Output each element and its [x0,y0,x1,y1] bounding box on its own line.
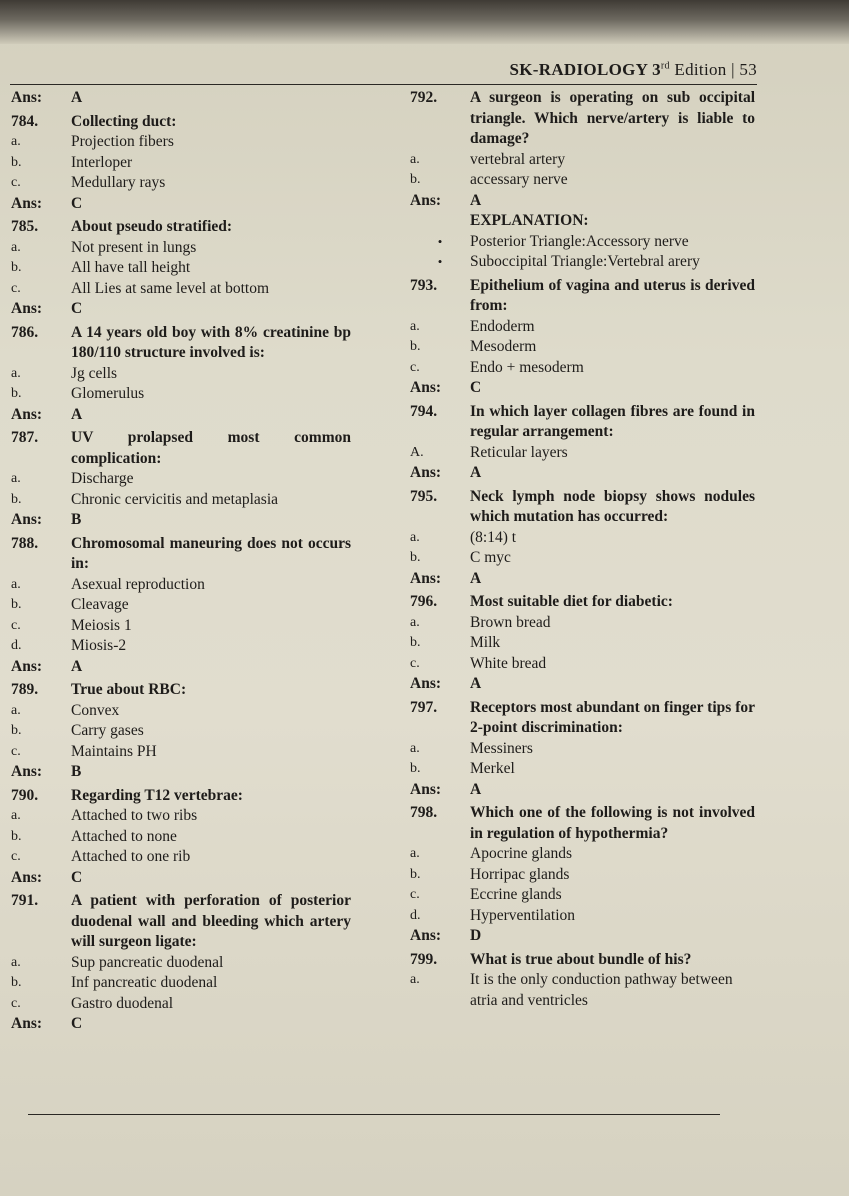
question-number: 796. [410,593,438,610]
question-row [410,276,755,317]
answer-value: A [470,569,482,587]
dark-top-edge [0,0,849,44]
option-letter: a. [410,318,420,334]
option-row [410,759,755,780]
answer-label: Ans: [11,1015,43,1032]
answer-label: Ans: [11,89,43,106]
answer-label: Ans: [410,379,442,396]
question-number: 798. [410,804,438,821]
option-letter [410,211,470,232]
page-number: | 53 [731,60,757,79]
item-text: Gastro duodenal [71,994,174,1012]
answer-row [11,868,351,889]
item-text: Posterior Triangle:Accessory nerve [470,232,689,250]
answer-row [410,780,755,801]
question-text: Chromosomal maneuring does not occurs in: [71,534,351,572]
question-number: 790. [11,786,39,804]
answer-row [11,762,351,783]
option-letter: b. [11,386,22,401]
option-letter: a. [11,576,21,592]
answer-label: Ans: [11,763,43,780]
item-text: Medullary rays [71,174,166,191]
question-text: Regarding T12 vertebrae: [71,786,243,804]
option-letter: b. [410,550,421,565]
option-letter: b. [11,260,22,275]
item-text: Attached to two ribs [71,807,198,824]
question-text: Epithelium of vagina and uterus is derived from: [470,276,755,314]
question-row [11,112,351,133]
item-text: Not present in lungs [71,238,197,256]
option-letter: a. [11,134,21,149]
item-text: Suboccipital Triangle:Vertebral arery [470,253,700,270]
question-number: 797. [410,698,438,716]
question-row [410,950,755,971]
option-row [410,844,755,865]
item-text: Attached to none [71,827,177,845]
answer-row [11,194,351,215]
option-row [11,575,351,596]
answer-row [410,569,755,590]
answer-label: Ans: [410,675,442,692]
answer-row [410,191,755,212]
question-number: 789. [11,681,39,698]
question-text: A surgeon is operating on sub occipital triangle. Which nerve/artery is liable to damage? [470,89,755,147]
answer-label: Ans: [11,300,43,317]
item-text: Eccrine glands [470,886,562,903]
item-text: Miosis-2 [71,637,127,654]
item-text: All have tall height [71,259,191,276]
question-text: In which layer collagen fibres are found in regular arrangement: [470,402,755,440]
question-text: UV prolapsed most common complication: [71,429,351,467]
option-row [410,443,755,464]
explanation-bullet [410,252,755,273]
header-title: SK-RADIOLOGY 3 [509,60,661,79]
option-letter: b. [410,172,421,187]
question-row [410,487,755,528]
option-row [11,469,351,490]
answer-label: Ans: [410,569,442,587]
option-row [11,636,351,657]
answer-value: A [470,675,482,692]
question-row [410,803,755,844]
option-letter: a. [11,702,21,718]
option-row [11,973,351,994]
bullet-icon: • [437,254,443,269]
option-row [11,721,351,742]
option-letter: c. [11,175,21,190]
option-row [11,616,351,637]
answer-value: D [470,927,482,944]
item-text: Endoderm [470,317,535,335]
option-letter: a. [11,471,21,486]
question-number: 788. [11,534,39,552]
option-row [11,384,351,405]
question-row [410,592,755,613]
answer-label: Ans: [11,405,43,423]
item-text: White bread [470,654,547,672]
question-text: About pseudo stratified: [71,218,233,235]
item-text: Discharge [71,470,134,487]
option-letter: b. [410,339,421,354]
option-row [410,150,755,171]
item-text: Brown bread [470,613,551,631]
question-number: 792. [410,89,438,106]
question-number: 784. [11,112,39,130]
option-row [410,170,755,191]
option-row [11,258,351,279]
answer-value: C [470,379,482,396]
item-text: Merkel [470,760,515,777]
answer-label: Ans: [11,657,43,675]
option-letter: b. [410,866,421,882]
option-row [11,153,351,174]
option-row [11,364,351,385]
item-text: Interloper [71,153,133,171]
option-letter: c. [11,995,21,1011]
option-row [410,906,755,927]
question-row [11,786,351,807]
answer-label: Ans: [11,868,43,886]
option-row [410,633,755,654]
answer-value: A [71,89,83,106]
item-text: Inf pancreatic duodenal [71,974,218,991]
item-text: All Lies at same level at bottom [71,279,270,297]
running-header [510,60,757,80]
bullet-icon: • [437,233,443,249]
question-text: Neck lymph node biopsy shows nodules which mutation has occurred: [470,487,755,525]
option-letter: a. [410,846,420,861]
option-letter: c. [410,887,420,902]
question-row [11,534,351,575]
option-letter: d. [410,907,421,923]
option-letter: a. [11,239,21,255]
answer-value: C [71,1015,83,1032]
answer-row [11,88,351,109]
question-row [11,217,351,238]
question-text: A 14 years old boy with 8% creatinine bp 180/110 structure involved is: [71,323,351,361]
item-text: Carry gases [71,722,144,739]
item-text: Maintains PH [71,742,157,760]
option-letter: b. [410,635,421,650]
question-number: 794. [410,402,438,420]
question-number: 799. [410,950,438,968]
left-column [11,88,351,1035]
answer-row [11,510,351,531]
answer-row [410,463,755,484]
item-text: It is the only conduction pathway between atria and ventricles [470,971,733,1009]
item-text: Horripac glands [470,865,570,883]
question-row [410,402,755,443]
header-rule [10,84,757,85]
item-text: Attached to one rib [71,848,191,865]
option-letter: a. [11,365,21,381]
item-text: Sup pancreatic duodenal [71,953,224,971]
answer-value: B [71,511,82,528]
option-letter: b. [11,828,22,844]
answer-label: Ans: [410,464,442,481]
option-letter: a. [410,972,420,987]
right-column [410,88,755,1011]
answer-value: A [71,657,83,675]
option-row [11,595,351,616]
item-text: Glomerulus [71,385,145,402]
question-number: 787. [11,429,39,446]
option-row [410,548,755,569]
footer-rule [28,1114,720,1115]
item-text: C myc [470,549,511,566]
item-text: Asexual reproduction [71,575,205,593]
option-letter: b. [11,723,22,738]
option-row [410,865,755,886]
answer-label: Ans: [11,194,43,212]
option-row [11,806,351,827]
header-edition-word: Edition [669,60,727,79]
item-text: Chronic cervicitis and metaplasia [71,490,279,508]
question-number: 793. [410,276,438,294]
option-letter: c. [11,849,21,864]
option-letter: b. [410,761,421,776]
option-letter: c. [410,359,420,375]
question-text: Most suitable diet for diabetic: [470,593,673,610]
question-number: 795. [410,487,438,505]
question-row [410,88,755,150]
option-row [410,885,755,906]
option-letter: b. [11,491,22,507]
answer-label: Ans: [410,780,442,798]
option-letter: a. [410,151,420,167]
option-row [11,279,351,300]
question-row [410,698,755,739]
answer-row [410,926,755,947]
option-letter: c. [11,280,21,296]
answer-row [410,378,755,399]
option-row [11,238,351,259]
item-text: EXPLANATION: [470,212,589,229]
option-row [410,358,755,379]
option-row [11,173,351,194]
item-text: Apocrine glands [470,845,573,862]
option-letter: b. [11,975,22,990]
option-row [410,317,755,338]
option-letter: a. [410,614,420,630]
question-row [11,323,351,364]
item-text: accessary nerve [470,171,568,188]
option-row [410,739,755,760]
answer-row [410,674,755,695]
question-row [11,428,351,469]
option-row [410,970,755,1011]
answer-row [11,1014,351,1035]
item-text: vertebral artery [470,150,566,168]
header-edition-suffix: rd [660,60,670,72]
option-row [11,132,351,153]
option-row [410,654,755,675]
option-letter: a. [11,954,21,970]
question-text: Which one of the following is not involved in regulation of hypothermia? [470,804,755,842]
item-text: Meiosis 1 [71,616,132,634]
option-letter: c. [11,743,21,759]
question-text: True about RBC: [71,681,187,698]
question-text: A patient with perforation of posterior duodenal wall and bleeding which artery will surgeon ligate: [71,892,351,950]
option-letter: c. [410,655,420,671]
option-letter: d. [11,638,22,653]
option-row [410,528,755,549]
option-row [11,953,351,974]
option-row [11,742,351,763]
item-text: Reticular layers [470,443,568,461]
item-text: Messiners [470,739,533,757]
option-letter: A. [410,444,424,460]
question-number: 785. [11,218,39,235]
item-text: Projection fibers [71,133,174,150]
question-row [11,680,351,701]
option-letter: a. [410,529,420,545]
question-row [11,891,351,953]
question-number: 786. [11,323,39,341]
item-text: (8:14) t [470,528,517,546]
answer-value: C [71,194,83,212]
answer-label: Ans: [410,191,442,209]
answer-value: A [470,464,482,481]
answer-label: Ans: [410,927,442,944]
question-text: What is true about bundle of his? [470,950,692,968]
item-text: Mesoderm [470,338,537,355]
option-letter: c. [11,617,21,633]
answer-value: C [71,868,83,886]
item-text: Hyperventilation [470,906,576,924]
option-letter: a. [410,740,420,756]
option-row [410,613,755,634]
question-text: Receptors most abundant on finger tips for 2-point discrimination: [470,698,755,736]
answer-value: C [71,300,83,317]
answer-value: A [470,191,482,209]
answer-label: Ans: [11,511,43,528]
option-row [11,847,351,868]
option-letter: b. [11,597,22,612]
option-row [11,701,351,722]
answer-row [11,405,351,426]
option-row [11,490,351,511]
question-number: 791. [11,892,39,909]
item-text: Cleavage [71,596,129,613]
answer-row [11,657,351,678]
answer-value: A [71,405,83,423]
answer-value: A [470,780,482,798]
item-text: Milk [470,634,501,651]
item-text: Convex [71,701,120,719]
option-row [410,337,755,358]
option-letter: a. [11,808,21,823]
answer-value: B [71,763,82,780]
option-row [11,994,351,1015]
item-text: Jg cells [71,364,118,382]
question-text: Collecting duct: [71,112,177,130]
option-letter: b. [11,154,22,170]
answer-row [11,299,351,320]
option-row [11,827,351,848]
item-text: Endo + mesoderm [470,358,584,376]
explanation-heading [410,211,755,232]
explanation-bullet [410,232,755,253]
